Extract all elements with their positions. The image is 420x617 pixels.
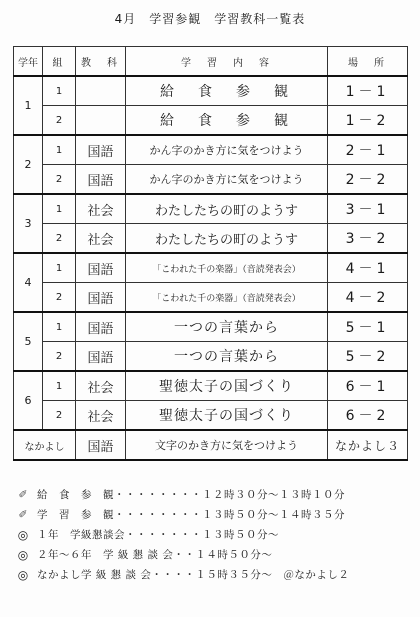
content-cell: 「こわれた千の楽器」（音読発表会） [126, 253, 328, 283]
class-cell: 1 [43, 371, 76, 401]
place-cell: 5－1 [328, 312, 408, 342]
table-row [14, 194, 408, 224]
grade-cell: なかよし [14, 430, 76, 460]
page-title: 4月 学習参観 学習教科一覧表 [114, 12, 306, 26]
class-cell: 2 [43, 283, 76, 313]
note-text: １年 学級懇談会・・・・・・・１３時５０分～ [37, 529, 279, 541]
table-row [14, 224, 408, 254]
subject-cell: 国語 [76, 342, 126, 372]
grade-cell: 6 [14, 371, 43, 430]
note-text: ２年～６年 学 級 懇 談 会・・１４時５０分～ [37, 549, 273, 561]
grade-cell: 4 [14, 253, 43, 312]
subject-cell [76, 106, 126, 136]
list-item [15, 545, 415, 565]
place-cell: 6－2 [328, 401, 408, 431]
circle-icon: ◎ [17, 528, 29, 542]
class-cell: 1 [43, 135, 76, 165]
subject-cell [76, 76, 126, 106]
list-item [15, 505, 415, 525]
place-cell: 5－2 [328, 342, 408, 372]
class-cell: 1 [43, 76, 76, 106]
subject-cell: 社会 [76, 401, 126, 431]
content-cell: 聖徳太子の国づくり [126, 401, 328, 431]
content-cell: 「こわれた千の楽器」（音読発表会） [126, 283, 328, 313]
note-text: 学 習 参 観・・・・・・・・１３時５０分～１４時３５分 [37, 509, 345, 521]
content-cell: 文字のかき方に気をつけよう [126, 430, 328, 460]
subject-cell: 社会 [76, 371, 126, 401]
header-grade: 学年 [14, 47, 43, 77]
class-cell: 2 [43, 165, 76, 195]
place-cell: 4－1 [328, 253, 408, 283]
list-item [15, 565, 415, 585]
header-content: 学 習 内 容 [126, 47, 328, 77]
grade-cell: 5 [14, 312, 43, 371]
place-cell: 2－1 [328, 135, 408, 165]
class-cell: 2 [43, 224, 76, 254]
header-place: 場 所 [328, 47, 408, 77]
circle-icon: ◎ [17, 568, 29, 582]
content-cell: 給 食 参 観 [126, 106, 328, 136]
subject-cell: 国語 [76, 430, 126, 460]
note-text: なかよし学 級 懇 談 会・・・・１５時３５分～ ＠なかよし２ [37, 569, 350, 581]
class-cell: 1 [43, 194, 76, 224]
place-cell: 3－1 [328, 194, 408, 224]
table-row [14, 76, 408, 106]
content-cell: かん字のかき方に気をつけよう [126, 135, 328, 165]
subject-table [13, 46, 408, 461]
class-cell: 2 [43, 106, 76, 136]
table-row [14, 135, 408, 165]
subject-cell: 国語 [76, 165, 126, 195]
place-cell: 4－2 [328, 283, 408, 313]
subject-cell: 社会 [76, 224, 126, 254]
grade-cell: 2 [14, 135, 43, 194]
table-row [14, 165, 408, 195]
pencil-icon: ✐ [18, 508, 28, 521]
schedule-notes [15, 485, 415, 585]
list-item [15, 525, 415, 545]
header-subject: 教 科 [76, 47, 126, 77]
table-row [14, 312, 408, 342]
content-cell: わたしたちの町のようす [126, 194, 328, 224]
table-row [14, 342, 408, 372]
table-row [14, 283, 408, 313]
table-row [14, 106, 408, 136]
place-cell: 6－1 [328, 371, 408, 401]
place-cell: 2－2 [328, 165, 408, 195]
pencil-icon: ✐ [18, 488, 28, 501]
content-cell: 給 食 参 観 [126, 76, 328, 106]
subject-cell: 国語 [76, 283, 126, 313]
class-cell: 2 [43, 342, 76, 372]
list-item [15, 485, 415, 505]
place-cell: 1－2 [328, 106, 408, 136]
table-header-row [14, 47, 408, 77]
header-class: 組 [43, 47, 76, 77]
note-text: 給 食 参 観・・・・・・・・１２時３０分～１３時１０分 [37, 489, 345, 501]
place-cell: 3－2 [328, 224, 408, 254]
circle-icon: ◎ [17, 548, 29, 562]
place-cell: なかよし３ [328, 430, 408, 460]
table-row-nakayoshi [14, 430, 408, 460]
content-cell: 一つの言葉から [126, 342, 328, 372]
table-row [14, 371, 408, 401]
class-cell: 1 [43, 312, 76, 342]
class-cell: 1 [43, 253, 76, 283]
content-cell: 聖徳太子の国づくり [126, 371, 328, 401]
content-cell: かん字のかき方に気をつけよう [126, 165, 328, 195]
class-cell: 2 [43, 401, 76, 431]
table-row [14, 401, 408, 431]
table-row [14, 253, 408, 283]
subject-cell: 国語 [76, 312, 126, 342]
content-cell: 一つの言葉から [126, 312, 328, 342]
grade-cell: 3 [14, 194, 43, 253]
grade-cell: 1 [14, 76, 43, 135]
subject-cell: 社会 [76, 194, 126, 224]
place-cell: 1－1 [328, 76, 408, 106]
subject-cell: 国語 [76, 253, 126, 283]
content-cell: わたしたちの町のようす [126, 224, 328, 254]
subject-cell: 国語 [76, 135, 126, 165]
